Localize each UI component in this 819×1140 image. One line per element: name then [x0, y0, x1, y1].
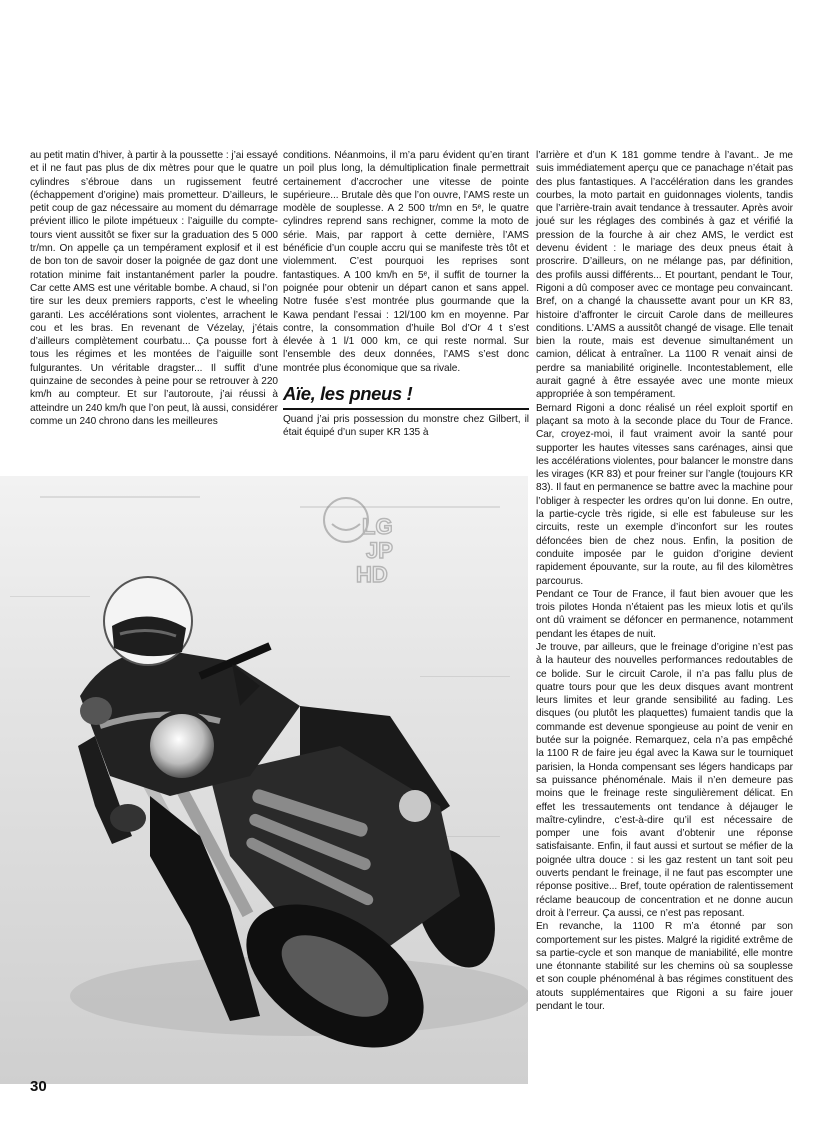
watermark-text: LG — [362, 514, 393, 539]
paragraph: conditions. Néanmoins, il m’a paru évident qu’en tirant un poil plus long, la démultiplication finale permettrait certainement d’accrocher une vitesse de pointe supérieure... Brutale dès que l’on ouvre, l’AMS reste un modèle de souplesse. A 2 500 tr/mn en 5ᵉ, le quatre cylindres reprend sans rechigner, comme la moto de série. Mais, par rapport à cette dernière, l’AMS bénéficie d’un couple accru qui se manifeste très tôt et violemment. C’est pourquoi les reprises sont fantastiques. A 100 km/h en 5ᵉ, il suffit de tourner la poignée pour obtenir un départ canon et sans appel. Notre fusée s’est montrée plus gourmande que la Kawa pendant l’essai : 12l/100 km en moyenne. Par contre, la consommation d’huile Bol d’Or 4 t s’est élevée à 1 l/1 000 km, ce qui reste normal. Sur l’ensemble des deux données, l’AMS s’est donc montrée plus économique que sa rivale. — [283, 150, 529, 374]
motorcycle-rider-photo — [0, 476, 528, 1084]
subheading: Aïe, les pneus ! — [283, 383, 529, 410]
paragraph: Je trouve, par ailleurs, que le freinage d’origine n’est pas à la hauteur des nouvelles performances redoutables de ce bolide. Sur le circuit Carole, il n’a pas fallu plus de quatre tours pour que les deux disques avant montrent leurs limites et leur grande sensibilité au fading. Les disques (ou plutôt les plaquettes) fumaient tandis que la commande est devenue spongieuse au point de venir en butée sur la poignée. Remarquez, cela n’a pas empêché la 1100 R de faire jeu égal avec la Kawa sur le tourniquet parisien, la Honda compensant ses légers handicaps par sa puissance phénoménale. Mais il n’en demeure pas moins que le freinage reste singulièrement délicat. En effet les tressautements ont tendance à déjauger le maître-cylindre, c’est-à-dire qu’il est nécessaire de pomper une fois avant d’obtenir une réponse satisfaisante. Enfin, il faut aussi et surtout se méfier de la poignée ultra douce : si les gaz restent un tant soit peu ouverts pendant le freinage, il ne faut pas escompter une réponse positive... Bref, toute opération de ralentissement réclame beaucoup de concentration et ne donne aucun droit à l’erreur. Ça aussi, ce n’est pas reposant. — [536, 641, 793, 919]
text-column-1 — [30, 149, 278, 428]
watermark-text: HD — [356, 562, 388, 587]
paragraph: au petit matin d’hiver, à partir à la poussette : j’ai essayé et il ne faut pas plus de dix mètres pour que le quatre cylindres s’ébroue dans un rugissement feutré (échappement d’origine) mais prometteur. D’ailleurs, le petit coup de gaz nécessaire au moment du démarrage prévient illico le pilote impétueux : l’aiguille du compte-tours vient aussitôt se fixer sur la graduation des 5 000 tr/mn. On appelle ça un tempérament explosif et il est de bon ton de savoir doser la poignée de gaz dont une rotation minime fait instantanément parler la poudre. Car cette AMS est une véritable bombe. A chaud, si l’on tire sur les deux premiers rapports, c’est le wheeling garanti. Les accélérations sont violentes, arrachent le cou et les bras. En revenant de Vézelay, j’étais d’ailleurs complètement courbatu... Ça pousse fort à tous les régimes et les montées de l’aiguille sont fulgurantes. Un véritable dragster... Il suffit d’une quinzaine de secondes à peine pour se retrouver à 220 km/h au compteur. Et sur l’autoroute, j’ai réussi à atteindre un 240 km/h que l’on peut, là aussi, considérer comme un 240 chrono dans les meilleures — [30, 150, 278, 427]
page-number: 30 — [30, 1078, 47, 1095]
text-column-2 — [283, 149, 529, 440]
paragraph: En revanche, la 1100 R m’a étonné par son comportement sur les pistes. Malgré la rigidité extrême de sa partie-cycle et son manque de maniabilité, elle montre une étonnante stabilité sur les chemins où sa souplesse et son couple phénoménal à bas régimes constituent des atouts supplémentaires que Rigoni a su faire jouer pendant le tour. — [536, 921, 793, 1012]
paragraph: Quand j’ai pris possession du monstre chez Gilbert, il était équipé d’un super KR 135 à — [283, 414, 529, 439]
watermark-text: JP — [366, 538, 393, 563]
paragraph: l’arrière et d’un K 181 gomme tendre à l’avant.. Je me suis immédiatement aperçu que ce panachage n’était pas des plus fantastiques. A l’accélération dans les grandes courbes, la moto partait en guidonnages violents, tandis que l’arrière-train avait tendance à tressauter. Après avoir joué sur les réglages des combinés à gaz et vérifié la pression de la fourche à air chez AMS, le verdict est devenu évident : le mariage des deux pneus était à proscrire. D’ailleurs, on ne mélange pas, par définition, des profils aussi différents... Et pourtant, pendant le Tour, Rigoni a dû composer avec ce montage peu convaincant. Bref, on a changé la chaussette avant pour un KR 83, histoire d’affronter le circuit Carole dans de meilleures conditions. L’AMS a aussitôt changé de visage. Elle tenait bien la route, mais est devenue simultanément un camion, délicat à entraîner. La 1100 R venait ainsi de perdre sa maniabilité originelle. Incontestablement, elle aurait gagné à être essayée avec une monte mieux appropriée à son tempérament. — [536, 150, 793, 401]
paragraph: Pendant ce Tour de France, il faut bien avouer que les trois pilotes Honda n’étaient pas les mieux lotis et qu’ils ont dû vraiment se défoncer en permanence, notamment pendant les étapes de nuit. — [536, 588, 793, 640]
text-column-3 — [536, 149, 793, 1013]
paragraph: Bernard Rigoni a donc réalisé un réel exploit sportif en plaçant sa moto à la seconde place du Tour de France. Car, croyez-moi, il faut vraiment avoir la santé pour supporter les hautes vitesses sans carénages, ainsi que les accélérations violentes, pour balancer le monstre dans les virages (KR 83) et pour freiner sur l’angle (toujours KR 83). Il faut en permanence se battre avec la machine pour l’obliger à respecter les ordres qu’on lui donne. En outre, la partie-cycle très rigide, si elle est fabuleuse sur les circuits, reste un exemple d’inconfort sur les routes défoncées bien de chez nous. Enfin, la position de conduite imposée par le guidon d’origine devient rapidement épouvante, sur la route, au fil des kilomètres parcourus. — [536, 402, 793, 587]
